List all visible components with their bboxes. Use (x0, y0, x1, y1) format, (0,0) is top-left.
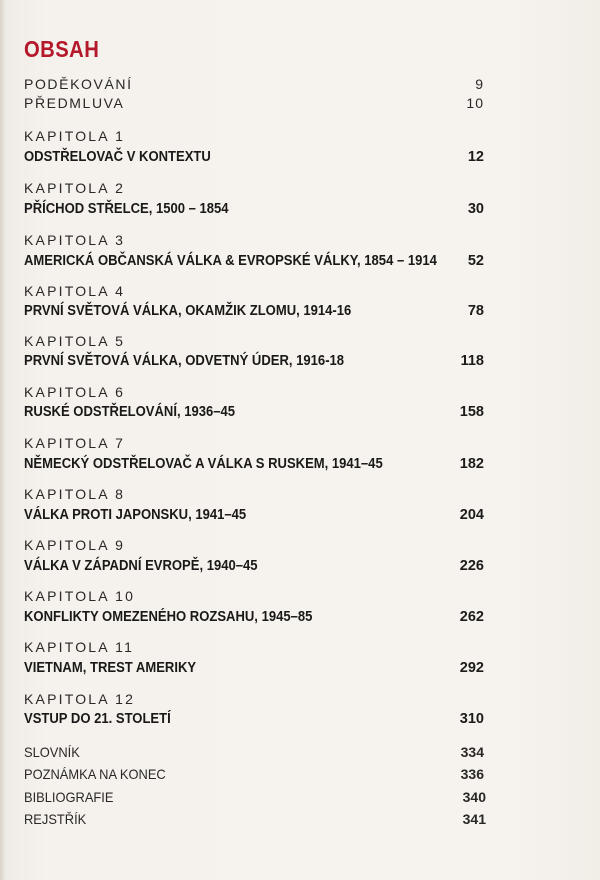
toc-entry-chapter (24, 253, 484, 273)
chapter-number: KAPITOLA 8 (24, 486, 126, 502)
chapter-label (24, 333, 484, 353)
chapter-page: 226 (459, 558, 484, 574)
toc-entry-chapter (24, 609, 484, 629)
chapter-number: KAPITOLA 10 (24, 588, 136, 604)
chapter-label (24, 537, 484, 557)
chapter-number: KAPITOLA 11 (24, 639, 135, 655)
chapter-title: KONFLIKTY OMEZENÉHO ROZSAHU, 1945–85 (24, 609, 313, 625)
chapter-number: KAPITOLA 3 (24, 232, 126, 248)
chapter-title: RUSKÉ ODSTŘELOVÁNÍ, 1936–45 (24, 404, 236, 420)
chapter-number: KAPITOLA 1 (24, 128, 126, 144)
chapter-title: ODSTŘELOVAČ V KONTEXTU (24, 149, 211, 165)
chapter-number: KAPITOLA 5 (24, 333, 126, 349)
chapter-page: 118 (460, 353, 484, 369)
chapter-number: KAPITOLA 2 (24, 180, 126, 196)
chapter-page: 292 (459, 660, 484, 676)
entry-page: 340 (462, 789, 486, 805)
toc-entry-front (24, 95, 484, 115)
entry-title: REJSTŘÍK (24, 811, 87, 827)
chapter-label (24, 128, 484, 148)
toc-entry-back (24, 744, 484, 764)
chapter-page: 78 (467, 303, 484, 319)
chapter-title: NĚMECKÝ ODSTŘELOVAČ A VÁLKA S RUSKEM, 1941–45 (24, 456, 383, 472)
toc-entry-back (24, 811, 484, 831)
chapter-label (24, 639, 484, 659)
entry-page: 341 (462, 811, 486, 827)
toc-entry-back (24, 766, 484, 786)
chapter-number: KAPITOLA 4 (24, 283, 126, 299)
chapter-page: 182 (459, 456, 484, 472)
entry-title: PŘEDMLUVA (24, 95, 125, 111)
chapter-title: VÁLKA PROTI JAPONSKU, 1941–45 (24, 507, 247, 523)
toc-entry-chapter (24, 456, 484, 476)
chapter-label (24, 588, 484, 608)
entry-page: 334 (460, 744, 484, 760)
toc-entry-chapter (24, 558, 484, 578)
chapter-label (24, 691, 484, 711)
toc-entry-chapter (24, 201, 484, 221)
chapter-page: 310 (459, 711, 484, 727)
chapter-page: 12 (467, 149, 484, 165)
toc-title: OBSAH (24, 36, 100, 62)
entry-page: 336 (460, 766, 484, 782)
toc-entry-chapter (24, 507, 484, 527)
chapter-page: 52 (467, 253, 484, 269)
toc-entry-chapter (24, 660, 484, 680)
entry-page: 10 (466, 95, 484, 111)
chapter-page: 262 (459, 609, 484, 625)
chapter-number: KAPITOLA 12 (24, 691, 136, 707)
toc-entry-chapter (24, 303, 484, 323)
entry-title: PODĚKOVÁNÍ (24, 76, 133, 92)
chapter-title: VSTUP DO 21. STOLETÍ (24, 711, 171, 727)
chapter-page: 30 (467, 201, 484, 217)
entry-page: 9 (475, 76, 484, 92)
entry-title: SLOVNÍK (24, 744, 80, 760)
toc-entry-chapter (24, 404, 484, 424)
chapter-label (24, 180, 484, 200)
chapter-title: AMERICKÁ OBČANSKÁ VÁLKA & EVROPSKÉ VÁLKY, 1854 – 1914 (24, 253, 437, 269)
toc-entry-front (24, 76, 484, 96)
chapter-page: 204 (459, 507, 484, 523)
chapter-page: 158 (459, 404, 484, 420)
entry-title: POZNÁMKA NA KONEC (24, 766, 166, 782)
chapter-title: VIETNAM, TREST AMERIKY (24, 660, 197, 676)
chapter-number: KAPITOLA 6 (24, 384, 126, 400)
toc-entry-back (24, 789, 484, 809)
chapter-title: VÁLKA V ZÁPADNÍ EVROPĚ, 1940–45 (24, 558, 258, 574)
chapter-title: PRVNÍ SVĚTOVÁ VÁLKA, OKAMŽIK ZLOMU, 1914-16 (24, 303, 352, 319)
chapter-label (24, 486, 484, 506)
chapter-label (24, 384, 484, 404)
entry-title: BIBLIOGRAFIE (24, 789, 114, 805)
toc-entry-chapter (24, 353, 484, 373)
chapter-label (24, 232, 484, 252)
chapter-title: PRVNÍ SVĚTOVÁ VÁLKA, ODVETNÝ ÚDER, 1916-18 (24, 353, 345, 369)
chapter-number: KAPITOLA 9 (24, 537, 126, 553)
chapter-number: KAPITOLA 7 (24, 435, 126, 451)
page-shadow-edge (0, 0, 6, 880)
toc-entry-chapter (24, 711, 484, 731)
chapter-title: PŘÍCHOD STŘELCE, 1500 – 1854 (24, 201, 229, 217)
chapter-label (24, 435, 484, 455)
toc-entry-chapter (24, 149, 484, 169)
chapter-label (24, 283, 484, 303)
